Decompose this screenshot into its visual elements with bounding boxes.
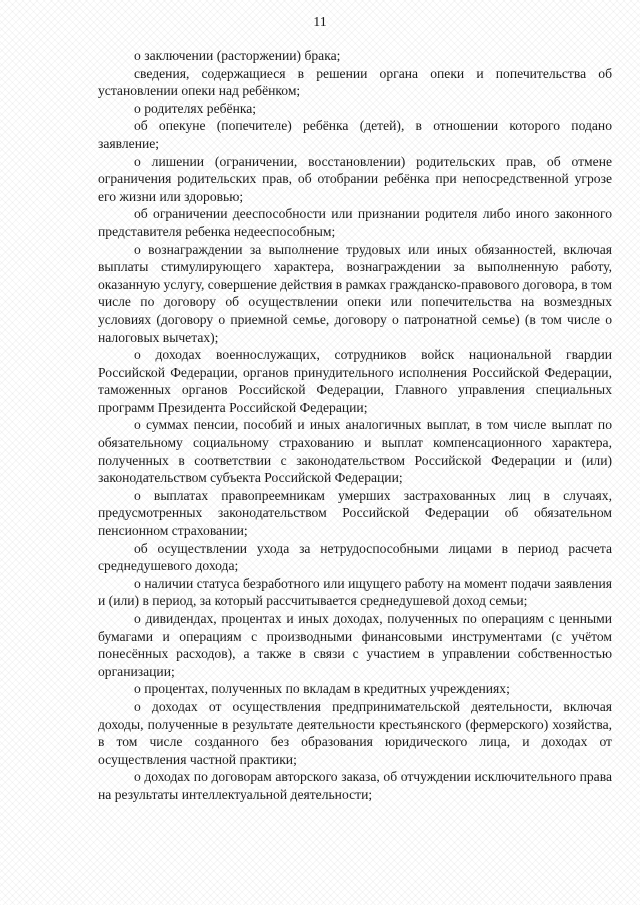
list-item: о доходах военнослужащих, сотрудников войск национальной гвардии Российской Федерации, органов принудительного исполнения Российской Федерации, таможенных органов Российской Федерации, Главного управления специальных программ Президента Российской Федерации; [98,347,612,415]
list-item: о наличии статуса безработного или ищущего работу на момент подачи заявления и (или) в период, за который рассчитывается среднедушевой доход семьи; [98,575,612,609]
list-item: о суммах пенсии, пособий и иных аналогичных выплат, в том числе выплат по обязательному социальному страхованию и выплат компенсационного характера, полученных в соответствии с законодательством Российской Федерации и (или) законодательством субъекта Российской Федерации; [98,417,612,486]
list-item: об ограничении дееспособности или признании родителя либо иного законного представителя ребенка недееспособным; [98,206,612,239]
list-item: о родителях ребёнка; [134,100,257,116]
list-item: об опекуне (попечителе) ребёнка (детей), в отношении которого подано заявление; [98,118,612,151]
page-number: 11 [313,15,327,30]
list-item: о лишении (ограничении, восстановлении) родительских прав, об отмене ограничения родительских прав, об отобрании ребёнка при непосредственной угрозе его жизни или здоровью; [98,153,612,204]
list-item: об осуществлении ухода за нетрудоспособными лицами в период расчета среднедушевого дохода; [98,540,612,574]
list-item: о доходах по договорам авторского заказа, об отчуждении исключительного права на результаты интеллектуальной деятельности; [98,769,612,802]
document-body [98,47,612,804]
list-item: о вознаграждении за выполнение трудовых или иных обязанностей, включая выплаты стимулирующего характера, вознаграждении за выполненную работу, оказанную услугу, совершение действия в рамках гражданско-правового договора, в том числе по договору об осуществлении опеки или попечительства на возмездных условиях (договору о приемной семье, договору о патронатной семье) (в том числе о налоговых вычетах); [98,241,612,345]
list-item: о доходах от осуществления предпринимательской деятельности, включая доходы, полученные в результате деятельности крестьянского (фермерского) хозяйства, в том числе созданного без образования юридического лица, и доходах от осуществления частной практики; [98,698,612,767]
list-item: сведения, содержащиеся в решении органа опеки и попечительства об установлении опеки над ребёнком; [98,65,612,99]
list-item: о заключении (расторжении) брака; [134,48,341,63]
list-item: о процентах, полученных по вкладам в кредитных учреждениях; [134,681,510,697]
list-item: о дивидендах, процентах и иных доходах, полученных по операциям с ценными бумагами и операциям с производными финансовыми инструментами (с учётом понесённых расходов), а также в связи с участием в управлении собственностью организации; [98,611,612,679]
list-item: о выплатах правопреемникам умерших застрахованных лиц в случаях, предусмотренных законодательством Российской Федерации об обязательном пенсионном страховании; [98,487,612,539]
